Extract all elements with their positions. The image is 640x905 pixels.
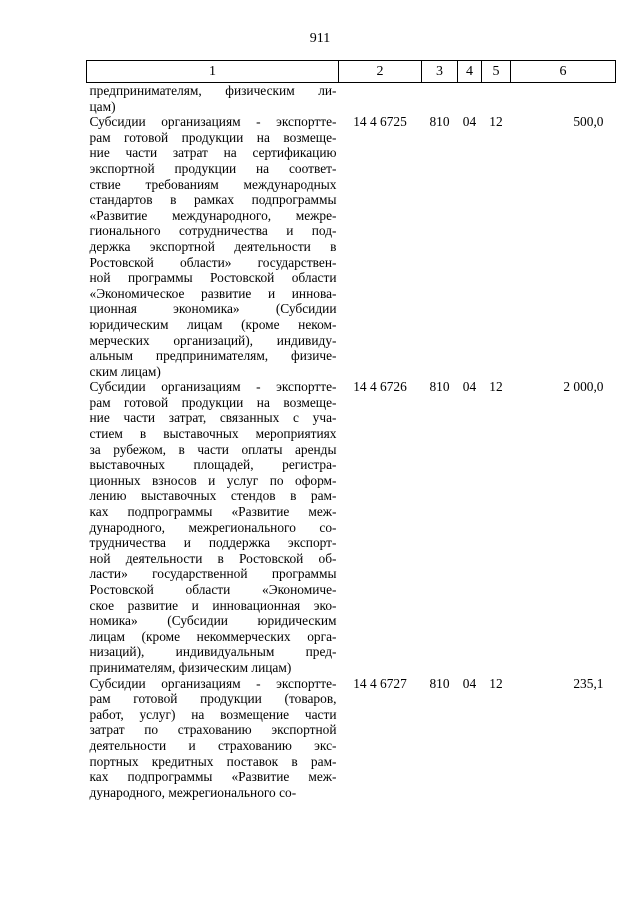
description-line: ласти» государственной программы [89,566,337,582]
description-line: юридическим лицам (кроме неком- [89,316,337,332]
row-amount: 500,0 [573,114,604,130]
header-col-4: 4 [458,61,482,83]
description-line: экспортной продукции на соответ- [89,160,337,176]
header-col-2: 2 [339,61,422,83]
header-row [87,61,616,83]
description-line: затрат по страхованию экспортной [89,722,337,738]
row-section [458,83,482,115]
row-expense-type: 810 [429,379,450,395]
row-subsection [482,83,511,115]
page-number: 911 [309,31,331,46]
description-line: мерческих организаций), индивиду- [89,332,337,348]
row-target-code: 14 4 6727 [353,675,407,691]
row-amount: 235,1 [573,675,604,691]
table-body [87,83,616,801]
description-line: ной программы Ростовской области [89,270,337,286]
description-line: ние части затрат на сертификацию [89,145,337,161]
description-line: стандартов в рамках подпрограммы [89,192,337,208]
description-line: рам готовой продукции на возмеще- [89,129,337,145]
row-subsection: 12 [489,114,503,130]
row-target-code: 14 4 6725 [353,114,407,130]
description-line: Субсидии организациям - экспортте- [89,379,337,395]
description-line: лицам (кроме некоммерческих орга- [89,628,337,644]
description-line: «Экономическое развитие и иннова- [89,285,337,301]
description-line: Ростовской области» государствен- [89,254,337,270]
description-line: держка экспортной деятельности в [89,238,337,254]
description-line: ствие требованиям международных [89,176,337,192]
description-line: портных кредитных поставок в рам- [89,753,337,769]
description-line: за рубежом, в части оплаты аренды [89,441,337,457]
description-line: Субсидии организациям - экспортте- [89,114,337,130]
table-row [87,379,616,675]
description-line: деятельности и страхованию экс- [89,737,337,753]
description-line: ках подпрограммы «Развитие меж- [89,769,337,785]
description-line: ние части затрат, связанных с уча- [89,410,337,426]
description-line: трудничества и поддержка экспорт- [89,535,337,551]
description-line: гионального сотрудничества и под- [89,223,337,239]
description-line: предпринимателям, физическим ли- [89,83,337,98]
table-row [87,114,616,379]
table-row [87,676,616,801]
row-expense-type: 810 [429,114,450,130]
description-line: работ, услуг) на возмещение части [89,706,337,722]
description-line: выставочных площадей, регистра- [89,457,337,473]
budget-table [86,60,616,800]
header-col-3: 3 [422,61,458,83]
row-section: 04 [462,114,477,130]
description-line: низаций), индивидуальным пред- [89,644,337,660]
description-line: цам) [89,98,116,114]
description-line: «Развитие международного, межре- [89,207,337,223]
description-line: ках подпрограммы «Развитие меж- [89,504,337,520]
description-line: ной деятельности в Ростовской об- [89,550,337,566]
description-line: ское развитие и инновационная эко- [89,597,337,613]
description-line: Субсидии организациям - экспортте- [89,675,337,691]
description-line: рам готовой продукции (товаров, [89,691,337,707]
description-line: ским лицам) [89,363,161,379]
table-row [87,83,616,115]
description-line: лению выставочных стендов в рам- [89,488,337,504]
row-section: 04 [462,379,477,395]
header-col-5: 5 [482,61,511,83]
row-target-code: 14 4 6726 [353,379,407,395]
table-header [87,61,616,83]
row-amount: 2 000,0 [563,379,604,395]
row-subsection: 12 [489,675,503,691]
description-line: дународного, межрегионального со- [89,519,337,535]
row-amount [511,83,616,115]
row-description [87,83,339,115]
description-line: стием в выставочных мероприятиях [89,426,337,442]
row-description [87,114,339,379]
row-section: 04 [462,675,477,691]
row-subsection: 12 [489,379,503,395]
description-line: Ростовской области «Экономиче- [89,582,337,597]
row-expense-type: 810 [429,675,450,691]
row-expense-type [422,83,458,115]
description-line: номика» (Субсидии юридическим [89,613,337,629]
description-line: ционная экономика» (Субсидии [89,301,337,317]
description-line: рам готовой продукции на возмеще- [89,394,337,410]
row-description [87,379,339,675]
header-col-1: 1 [87,61,339,83]
description-line: принимателям, физическим лицам) [89,659,292,675]
description-line: альным предпринимателям, физиче- [89,348,337,364]
header-col-6: 6 [511,61,616,83]
row-description [87,676,339,801]
description-line: ционных взносов и услуг по оформ- [89,472,337,488]
row-target-code [339,83,422,115]
description-line: дународного, межрегионального со- [89,784,297,800]
